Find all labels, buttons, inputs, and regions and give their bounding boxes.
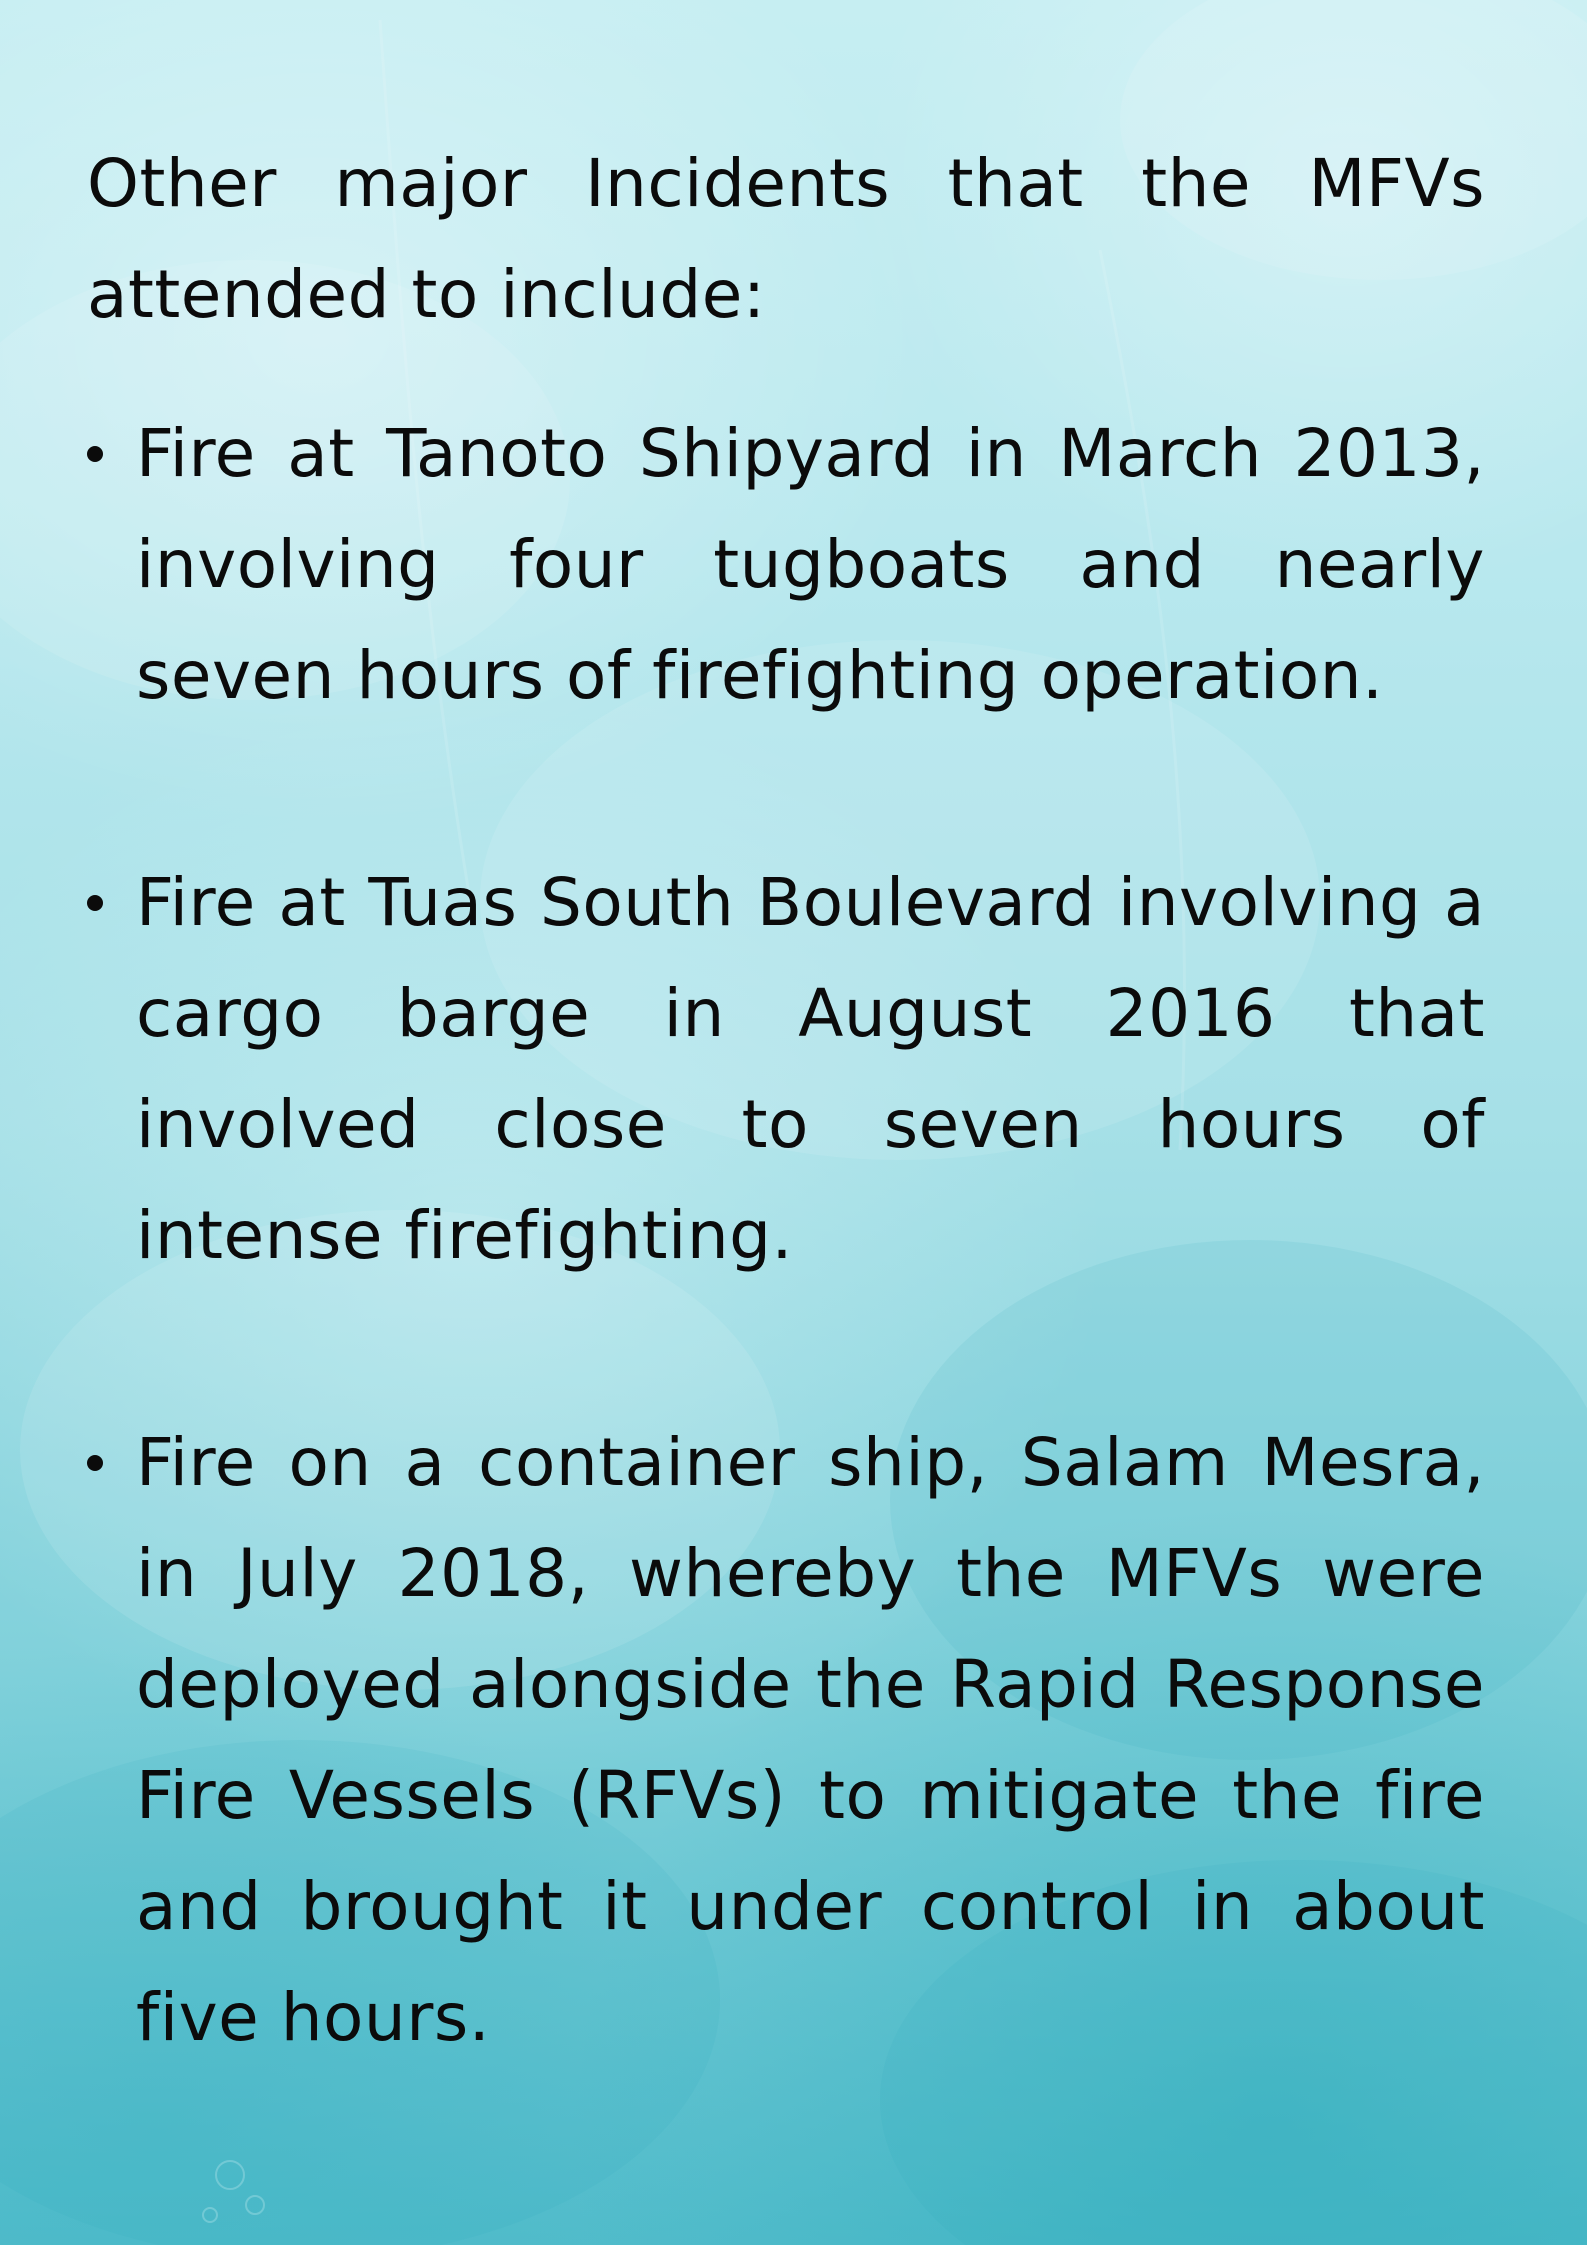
- incident-text: Fire at Tuas South Boulevard involving a cargo barge in August 2016 that involved close to seven hours of intense firefighting.: [136, 864, 1485, 1274]
- list-item: [87, 398, 1485, 731]
- incident-list: [87, 398, 1485, 2073]
- list-item: [87, 1407, 1485, 2073]
- bullet-icon: [87, 1455, 103, 1471]
- incident-text: Fire at Tanoto Shipyard in March 2013, involving four tugboats and nearly seven hours of firefighting operation.: [136, 415, 1485, 714]
- incident-text: Fire on a container ship, Salam Mesra, in July 2018, whereby the MFVs were deployed alongside the Rapid Response Fire Vessels (RFVs) to mitigate the fire and brought it under control in about five hours.: [136, 1424, 1485, 2056]
- bullet-icon: [87, 446, 103, 462]
- intro-paragraph: Other major Incidents that the MFVs attended to include:: [87, 145, 1485, 333]
- document-body: [87, 128, 1485, 2073]
- list-item: [87, 847, 1485, 1291]
- bullet-icon: [87, 895, 103, 911]
